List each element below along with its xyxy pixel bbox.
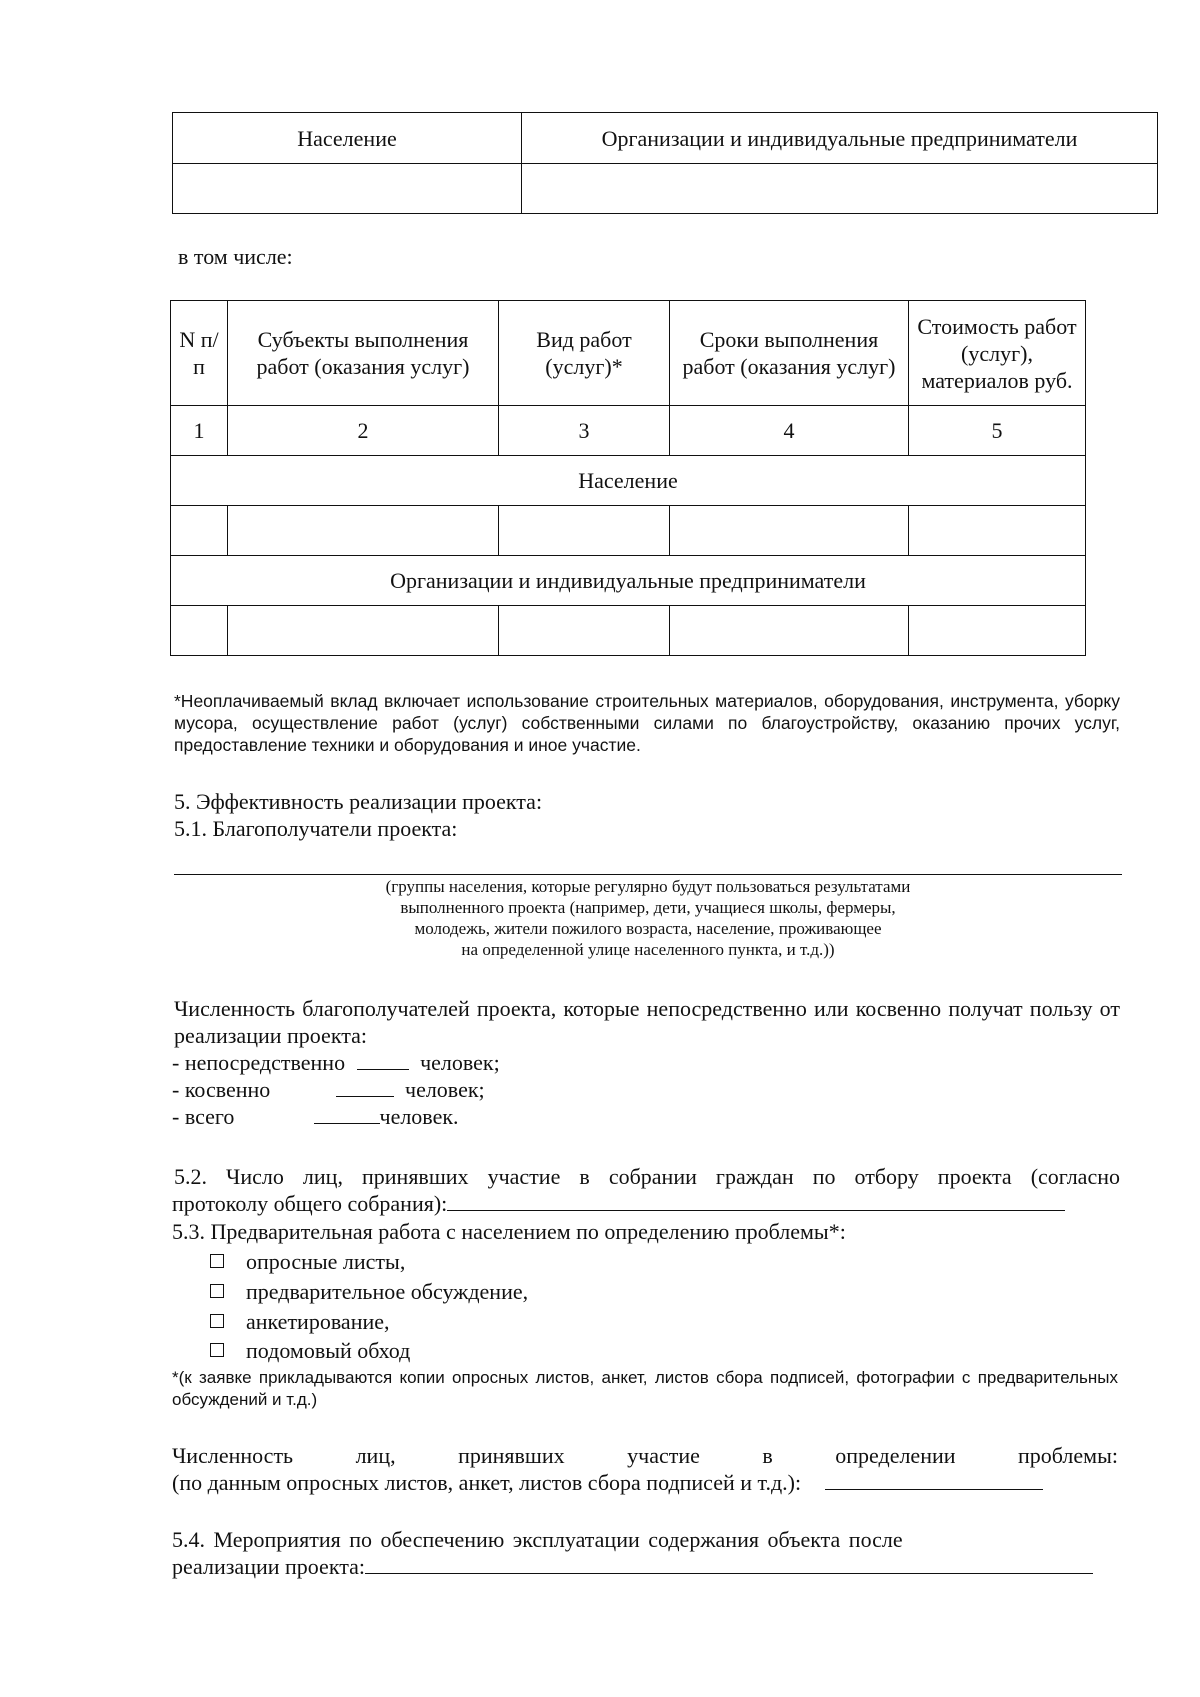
table-cell (670, 506, 909, 556)
col-number-3: 3 (499, 406, 670, 456)
checkbox[interactable] (210, 1284, 224, 1298)
indirect-unit: человек; (405, 1077, 485, 1102)
section-5-4-line1: 5.4. Мероприятия по обеспечению эксплуатации содержания объекта после (172, 1527, 903, 1552)
problem-count-label: (по данным опросных листов, анкет, листов сбора подписей и т.д.): (172, 1470, 802, 1495)
in-total-label: в том числе: (178, 244, 293, 269)
col-number-4: 4 (670, 406, 909, 456)
direct-unit: человек; (420, 1050, 500, 1075)
problem-participants-field[interactable] (825, 1469, 1043, 1490)
header-organizations: Организации и индивидуальные предприниматели (522, 113, 1158, 164)
section-organizations: Организации и индивидуальные предприниматели (171, 556, 1086, 606)
option-label: подомовый обход (246, 1338, 411, 1363)
option-preliminary-discussion[interactable] (210, 1278, 528, 1305)
option-label: анкетирование, (246, 1309, 390, 1334)
table-cell (171, 506, 228, 556)
checkbox[interactable] (210, 1254, 224, 1268)
attachments-footnote: *(к заявке прикладываются копии опросных листов, анкет, листов сбора подписей, фотографии с предварительных обсуждений и т.д.) (172, 1368, 1118, 1409)
table-cell (499, 606, 670, 656)
total-beneficiaries-row (172, 1103, 459, 1130)
table-cell (228, 506, 499, 556)
contribution-summary-table (172, 112, 1158, 214)
section-5-2-label: протоколу общего собрания): (172, 1191, 448, 1216)
option-questionnaire[interactable] (210, 1308, 390, 1335)
checkbox[interactable] (210, 1314, 224, 1328)
col-header-terms: Сроки выполнения работ (оказания услуг) (670, 301, 909, 406)
section-5-title: 5. Эффективность реализации проекта: (174, 789, 543, 814)
direct-label: - непосредственно (172, 1050, 346, 1075)
col-number-2: 2 (228, 406, 499, 456)
problem-count-line1: Численность лиц, принявших участие в определении проблемы: (172, 1443, 1118, 1468)
meeting-participants-field[interactable] (447, 1190, 1065, 1211)
contribution-detail-table (170, 300, 1086, 656)
total-label: - всего (172, 1104, 235, 1129)
header-population: Население (173, 113, 522, 164)
hint-line: выполненного проекта (например, дети, учащиеся школы, фермеры, (400, 898, 896, 917)
population-value-cell (173, 164, 522, 214)
section-5-4-line2 (172, 1553, 1093, 1580)
table-cell (499, 506, 670, 556)
table-cell (909, 506, 1086, 556)
col-header-cost: Стоимость работ (услуг), материалов руб. (909, 301, 1086, 406)
section-5-3-title: 5.3. Предварительная работа с населением по определению проблемы*: (172, 1219, 846, 1244)
indirect-label: - косвенно (172, 1077, 271, 1102)
option-survey-sheets[interactable] (210, 1248, 405, 1275)
unpaid-contribution-footnote: *Неоплачиваемый вклад включает использование строительных материалов, оборудования, инструмента, уборку мусора, осуществление работ (услуг) собственными силами по благоустройству, оказанию прочих услуг, предоставление техники и оборудования и иное участие. (174, 691, 1120, 755)
col-header-subjects: Субъекты выполнения работ (оказания услуг) (228, 301, 499, 406)
section-5-4-label: реализации проекта: (172, 1554, 365, 1579)
hint-line: молодежь, жители пожилого возраста, население, проживающее (414, 919, 882, 938)
table-cell (228, 606, 499, 656)
table-cell (670, 606, 909, 656)
option-label: опросные листы, (246, 1249, 406, 1274)
checkbox[interactable] (210, 1343, 224, 1357)
beneficiaries-hint (174, 876, 1122, 960)
option-label: предварительное обсуждение, (246, 1279, 529, 1304)
option-door-to-door[interactable] (210, 1337, 410, 1364)
hint-line: (группы населения, которые регулярно будут пользоваться результатами (385, 877, 911, 896)
hint-line: на определенной улице населенного пункта, и т.д.)) (461, 940, 835, 959)
direct-count-field[interactable] (357, 1049, 409, 1070)
total-count-field[interactable] (314, 1103, 380, 1124)
beneficiaries-count-intro: Численность благополучателей проекта, которые непосредственно или косвенно получат пользу от реализации проекта: (174, 996, 1120, 1048)
section-5-2-line1: 5.2. Число лиц, принявших участие в собрании граждан по отбору проекта (согласно (174, 1164, 1120, 1189)
problem-count-line2 (172, 1469, 1043, 1496)
col-header-work-type: Вид работ (услуг)* (499, 301, 670, 406)
indirect-beneficiaries-row (172, 1076, 485, 1103)
direct-beneficiaries-row (172, 1049, 500, 1076)
section-5-1-title: 5.1. Благополучатели проекта: (174, 816, 458, 841)
section-5-2-line2 (172, 1190, 1065, 1217)
col-number-5: 5 (909, 406, 1086, 456)
beneficiaries-input-line[interactable] (174, 874, 1122, 875)
maintenance-measures-field[interactable] (365, 1553, 1093, 1574)
table-cell (909, 606, 1086, 656)
section-population: Население (171, 456, 1086, 506)
total-unit: человек. (379, 1104, 459, 1129)
indirect-count-field[interactable] (336, 1076, 394, 1097)
col-number-1: 1 (171, 406, 228, 456)
table-cell (171, 606, 228, 656)
organizations-value-cell (522, 164, 1158, 214)
col-header-number: N п/п (171, 301, 228, 406)
